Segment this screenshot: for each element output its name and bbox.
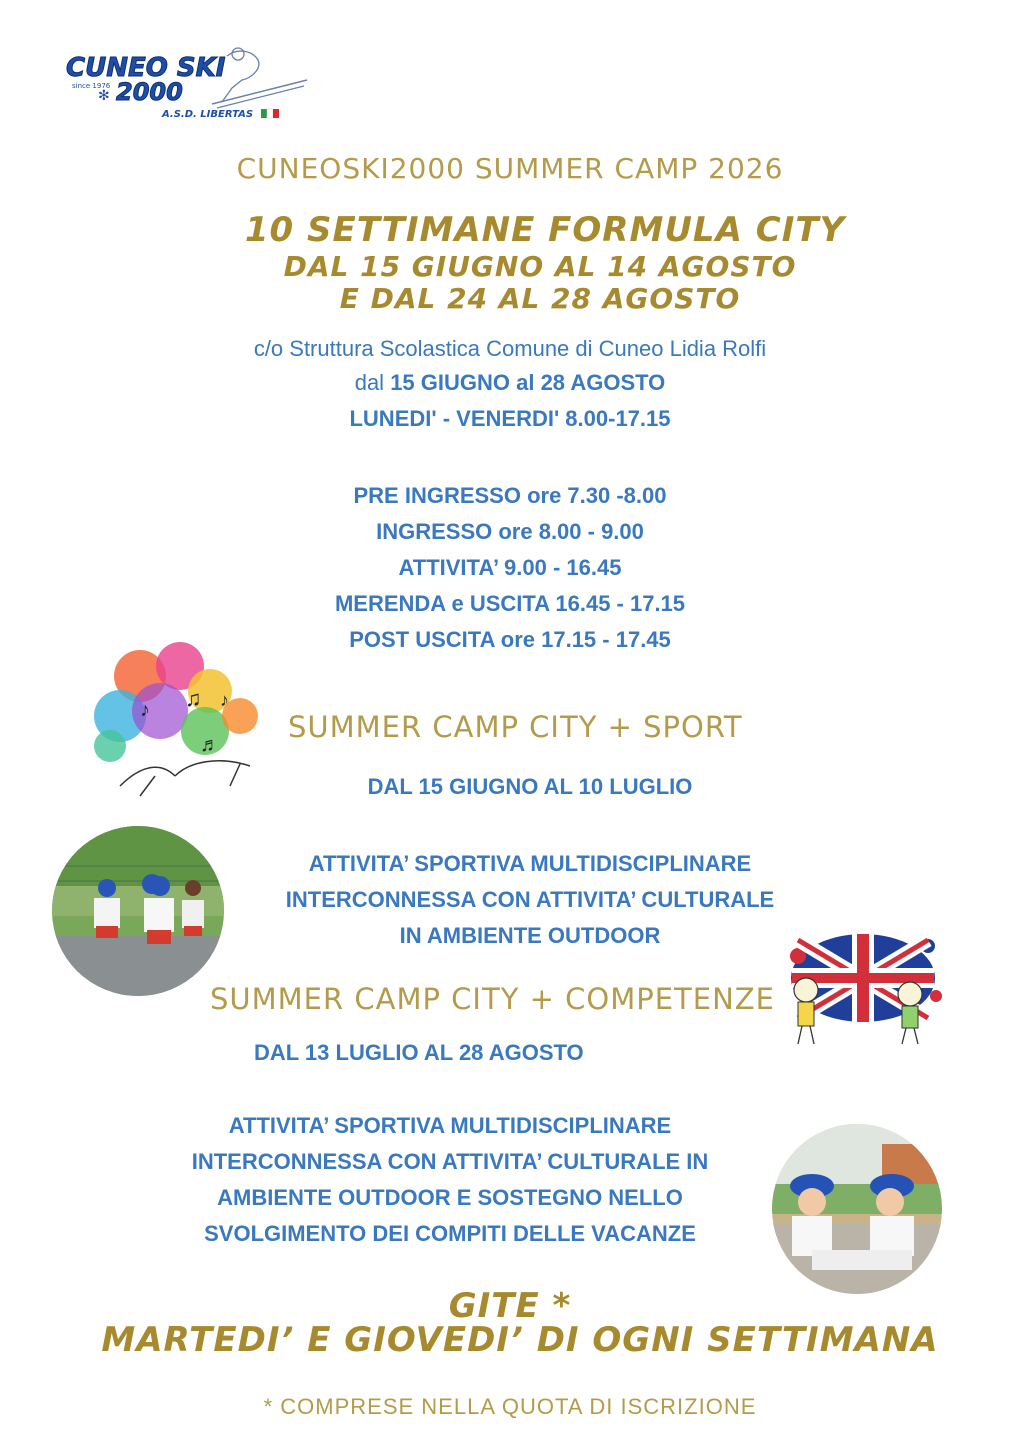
svg-text:since 1976: since 1976 <box>72 82 111 90</box>
svg-text:A.S.D. LIBERTAS: A.S.D. LIBERTAS <box>162 109 254 120</box>
kids-running-photo <box>52 826 224 996</box>
sport-description <box>220 846 840 954</box>
sport-title: SUMMER CAMP CITY + SPORT <box>288 710 743 744</box>
schedule-item: MERENDA e USCITA 16.45 - 17.15 <box>334 591 686 616</box>
headline-1: 10 SETTIMANE FORMULA CITY <box>244 210 846 250</box>
headline-2: DAL 15 GIUGNO AL 14 AGOSTO <box>283 250 797 283</box>
competenze-desc-line: SVOLGIMENTO DEI COMPITI DELLE VACANZE <box>204 1221 696 1246</box>
svg-text:✻: ✻ <box>98 88 110 104</box>
gite-title: GITE * <box>448 1286 572 1326</box>
svg-text:♬: ♬ <box>200 734 220 756</box>
schedule-item: INGRESSO ore 8.00 - 9.00 <box>376 519 644 544</box>
svg-text:♪: ♪ <box>140 699 150 721</box>
sport-desc-line: ATTIVITA’ SPORTIVA MULTIDISCIPLINARE <box>308 851 752 876</box>
competenze-description <box>110 1108 790 1252</box>
competenze-desc-line: ATTIVITA’ SPORTIVA MULTIDISCIPLINARE <box>228 1113 672 1138</box>
days-line: LUNEDI' - VENERDI' 8.00-17.15 <box>349 406 671 431</box>
logo <box>62 44 312 124</box>
kids-homework-photo <box>772 1124 942 1294</box>
uk-flag-kids-image <box>778 926 944 1052</box>
dates-line <box>140 370 880 396</box>
skier-logo-icon <box>62 44 312 124</box>
camp-title: CUNEOSKI2000 SUMMER CAMP 2026 <box>236 152 784 185</box>
sport-desc-line: INTERCONNESSA CON ATTIVITA’ CULTURALE <box>285 887 775 912</box>
svg-text:♫: ♫ <box>185 686 202 711</box>
gite-days: MARTEDI’ E GIOVEDI’ DI OGNI SETTIMANA <box>101 1320 939 1360</box>
schedule-item: POST USCITA ore 17.15 - 17.45 <box>349 627 671 652</box>
location: c/o Struttura Scolastica Comune di Cuneo Lidia Rolfi <box>253 336 767 361</box>
schedule-item: ATTIVITA’ 9.00 - 16.45 <box>398 555 622 580</box>
svg-text:CUNEO SKI: CUNEO SKI <box>66 53 226 83</box>
headline-3: E DAL 24 AL 28 AGOSTO <box>339 282 741 315</box>
competenze-desc-line: AMBIENTE OUTDOOR E SOSTEGNO NELLO <box>217 1185 683 1210</box>
dates-prefix: dal <box>354 370 391 395</box>
sport-desc-line: IN AMBIENTE OUTDOOR <box>399 923 661 948</box>
sport-dates: DAL 15 GIUGNO AL 10 LUGLIO <box>367 774 693 799</box>
competenze-title: SUMMER CAMP CITY + COMPETENZE <box>210 982 775 1016</box>
schedule <box>160 478 860 658</box>
competenze-dates: DAL 13 LUGLIO AL 28 AGOSTO <box>254 1040 584 1065</box>
competenze-desc-line: INTERCONNESSA CON ATTIVITA’ CULTURALE IN <box>191 1149 709 1174</box>
gite-note: * COMPRESE NELLA QUOTA DI ISCRIZIONE <box>263 1394 757 1419</box>
svg-text:♪: ♪ <box>220 690 229 710</box>
dates-bold: 15 GIUGNO al 28 AGOSTO <box>390 370 666 395</box>
schedule-item: PRE INGRESSO ore 7.30 -8.00 <box>353 483 667 508</box>
svg-text:2000: 2000 <box>116 78 183 106</box>
